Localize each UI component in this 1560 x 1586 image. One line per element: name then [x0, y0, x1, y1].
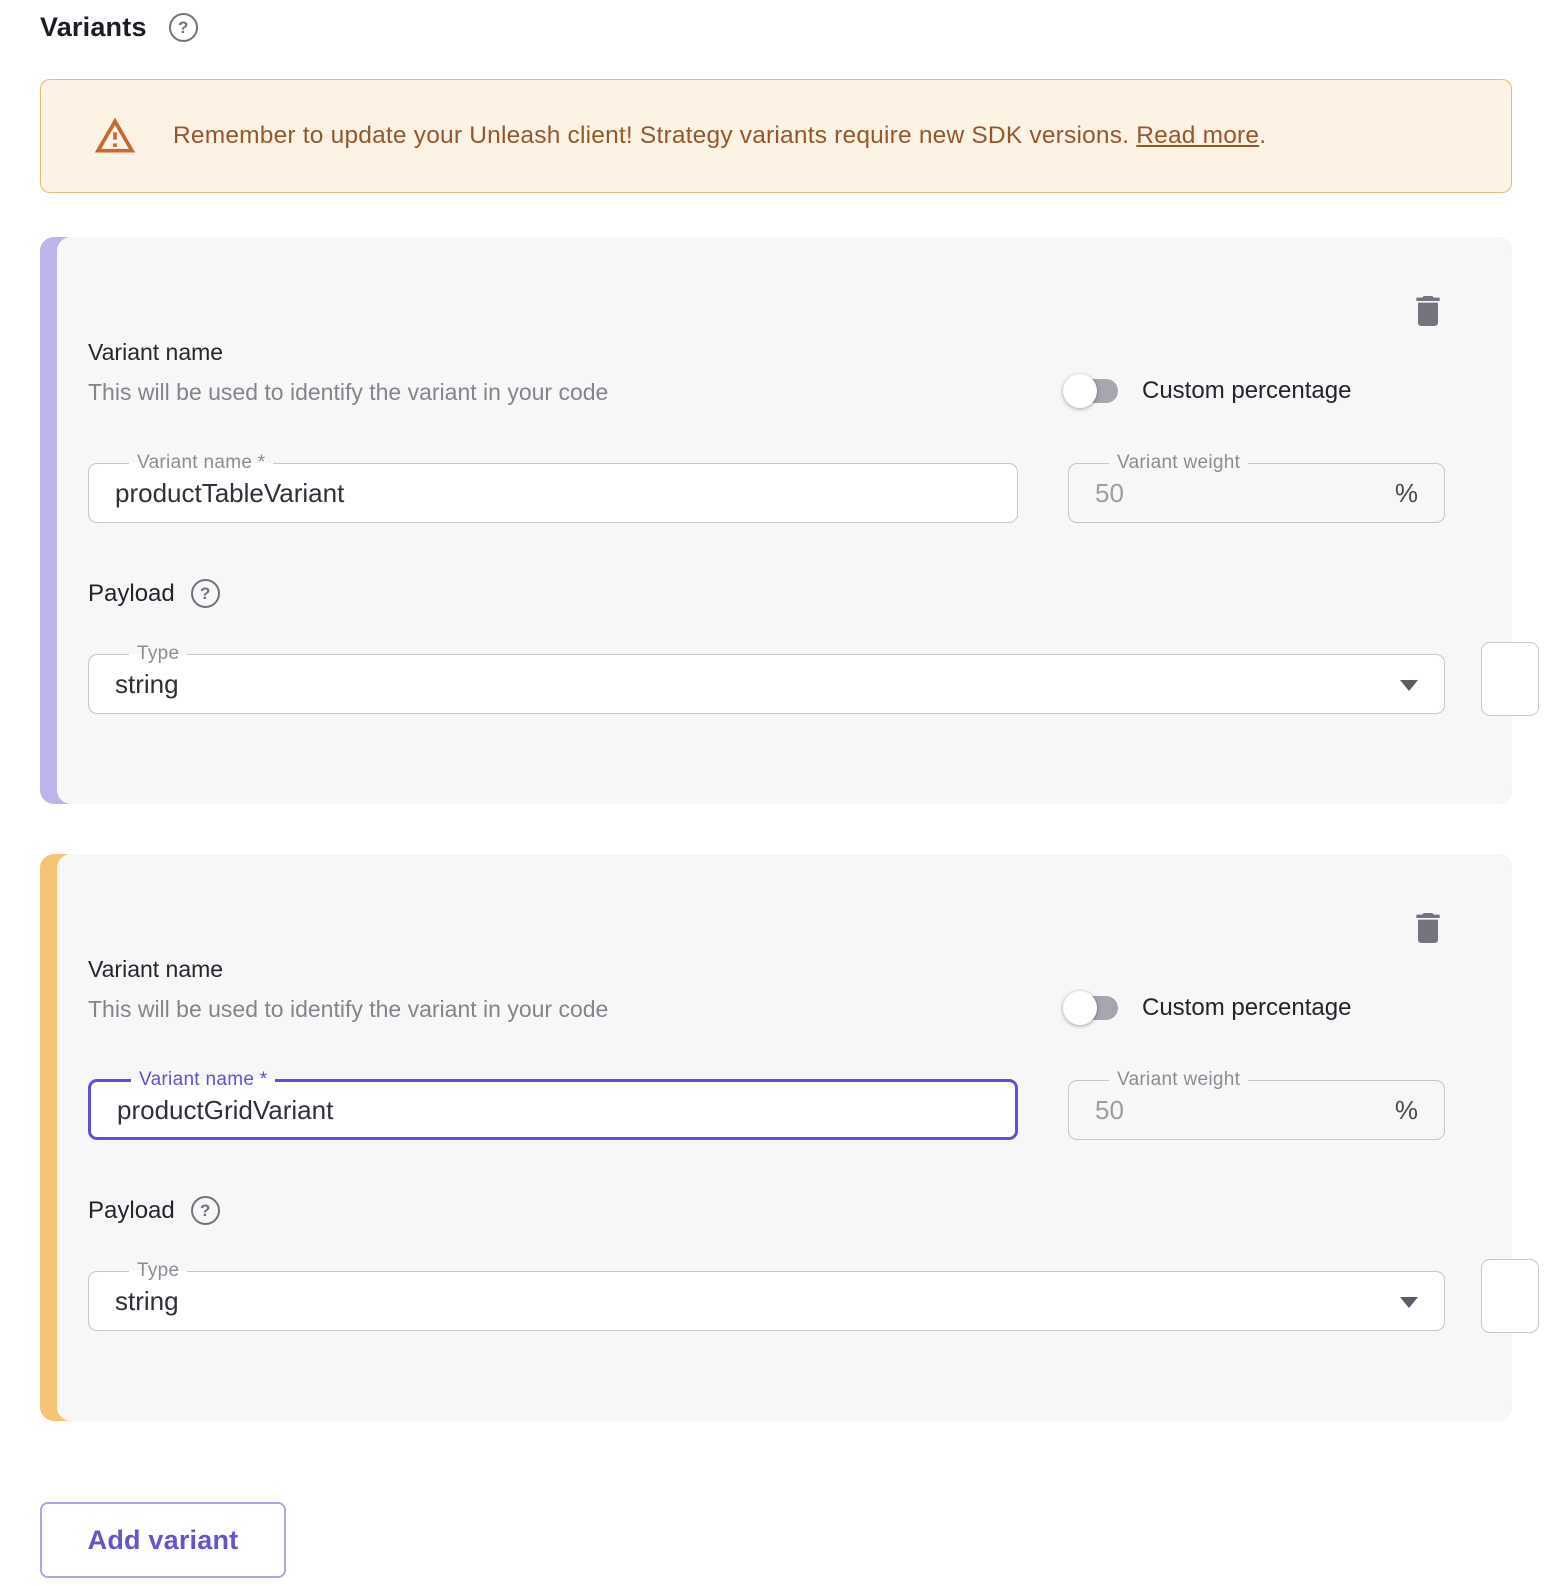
variant-name-input[interactable]	[117, 1091, 989, 1126]
variant-name-input[interactable]	[115, 474, 991, 509]
warning-message-text: Remember to update your Unleash client! Strategy variants require new SDK versions.	[173, 122, 1130, 149]
card-header-text	[88, 337, 1018, 407]
payload-label: Payload	[88, 579, 175, 607]
warning-icon	[93, 114, 137, 158]
name-weight-row	[88, 453, 1445, 523]
custom-percentage-row	[1068, 377, 1445, 405]
add-variant-button[interactable]: Add variant	[40, 1502, 286, 1578]
payload-inputs-row	[88, 1261, 1445, 1333]
name-weight-row	[88, 1070, 1445, 1140]
delete-variant-button[interactable]	[1408, 291, 1448, 331]
percent-sign: %	[1394, 477, 1418, 508]
variant-name-description: This will be used to identify the variant in your code	[88, 996, 609, 1022]
variant-name-description: This will be used to identify the variant in your code	[88, 379, 609, 405]
payload-value-field	[1481, 1259, 1539, 1333]
payload-header	[88, 1196, 1445, 1225]
custom-percentage-toggle[interactable]	[1068, 996, 1118, 1020]
variant-name-field-label: Variant name *	[139, 1069, 268, 1090]
variant-card-1	[40, 237, 1512, 804]
card-header-text	[88, 954, 1018, 1024]
variant-card-2	[40, 854, 1512, 1421]
variant-weight-value: 50	[1095, 477, 1124, 508]
variant-card-2-body	[57, 854, 1512, 1421]
toggle-thumb	[1063, 991, 1097, 1025]
page-header	[40, 12, 1512, 43]
read-more-link[interactable]: Read more	[1136, 122, 1260, 149]
page-title: Variants	[40, 12, 147, 42]
payload-type-select[interactable]	[88, 1261, 1445, 1331]
variant-name-field-focused	[88, 1070, 1018, 1140]
payload-type-label: Type	[137, 1260, 180, 1281]
payload-help-icon[interactable]: ?	[191, 579, 220, 608]
variant-weight-field-label: Variant weight	[1117, 452, 1241, 473]
sdk-warning-banner	[40, 79, 1512, 193]
variant-name-field-label: Variant name *	[137, 452, 266, 473]
payload-value-field	[1481, 642, 1539, 716]
payload-type-select[interactable]	[88, 644, 1445, 714]
payload-label: Payload	[88, 1196, 175, 1224]
variant-weight-field-label: Variant weight	[1117, 1069, 1241, 1090]
warning-message	[173, 122, 1266, 150]
card-header-row	[88, 237, 1445, 407]
custom-percentage-toggle[interactable]	[1068, 379, 1118, 403]
percent-sign: %	[1394, 1094, 1418, 1125]
card-header-row	[88, 854, 1445, 1024]
payload-type-value: string	[115, 1285, 179, 1316]
custom-percentage-label: Custom percentage	[1142, 377, 1352, 404]
variant-name-field	[88, 453, 1018, 523]
dropdown-arrow-icon	[1400, 1297, 1418, 1308]
toggle-thumb	[1063, 374, 1097, 408]
warning-message-suffix: .	[1259, 122, 1267, 149]
variant-name-heading: Variant name	[88, 956, 224, 982]
variant-weight-value: 50	[1095, 1094, 1124, 1125]
trash-icon	[1408, 908, 1448, 948]
custom-percentage-label: Custom percentage	[1142, 994, 1352, 1021]
payload-inputs-row	[88, 644, 1445, 716]
payload-header	[88, 579, 1445, 608]
delete-variant-button[interactable]	[1408, 908, 1448, 948]
payload-type-value: string	[115, 668, 179, 699]
variant-card-1-body	[57, 237, 1512, 804]
variants-help-icon[interactable]: ?	[169, 13, 198, 42]
trash-icon	[1408, 291, 1448, 331]
payload-help-icon[interactable]: ?	[191, 1196, 220, 1225]
variant-weight-field	[1068, 1070, 1445, 1140]
variant-name-heading: Variant name	[88, 339, 224, 365]
variant-weight-field	[1068, 453, 1445, 523]
custom-percentage-row	[1068, 994, 1445, 1022]
dropdown-arrow-icon	[1400, 680, 1418, 691]
payload-type-label: Type	[137, 643, 180, 664]
